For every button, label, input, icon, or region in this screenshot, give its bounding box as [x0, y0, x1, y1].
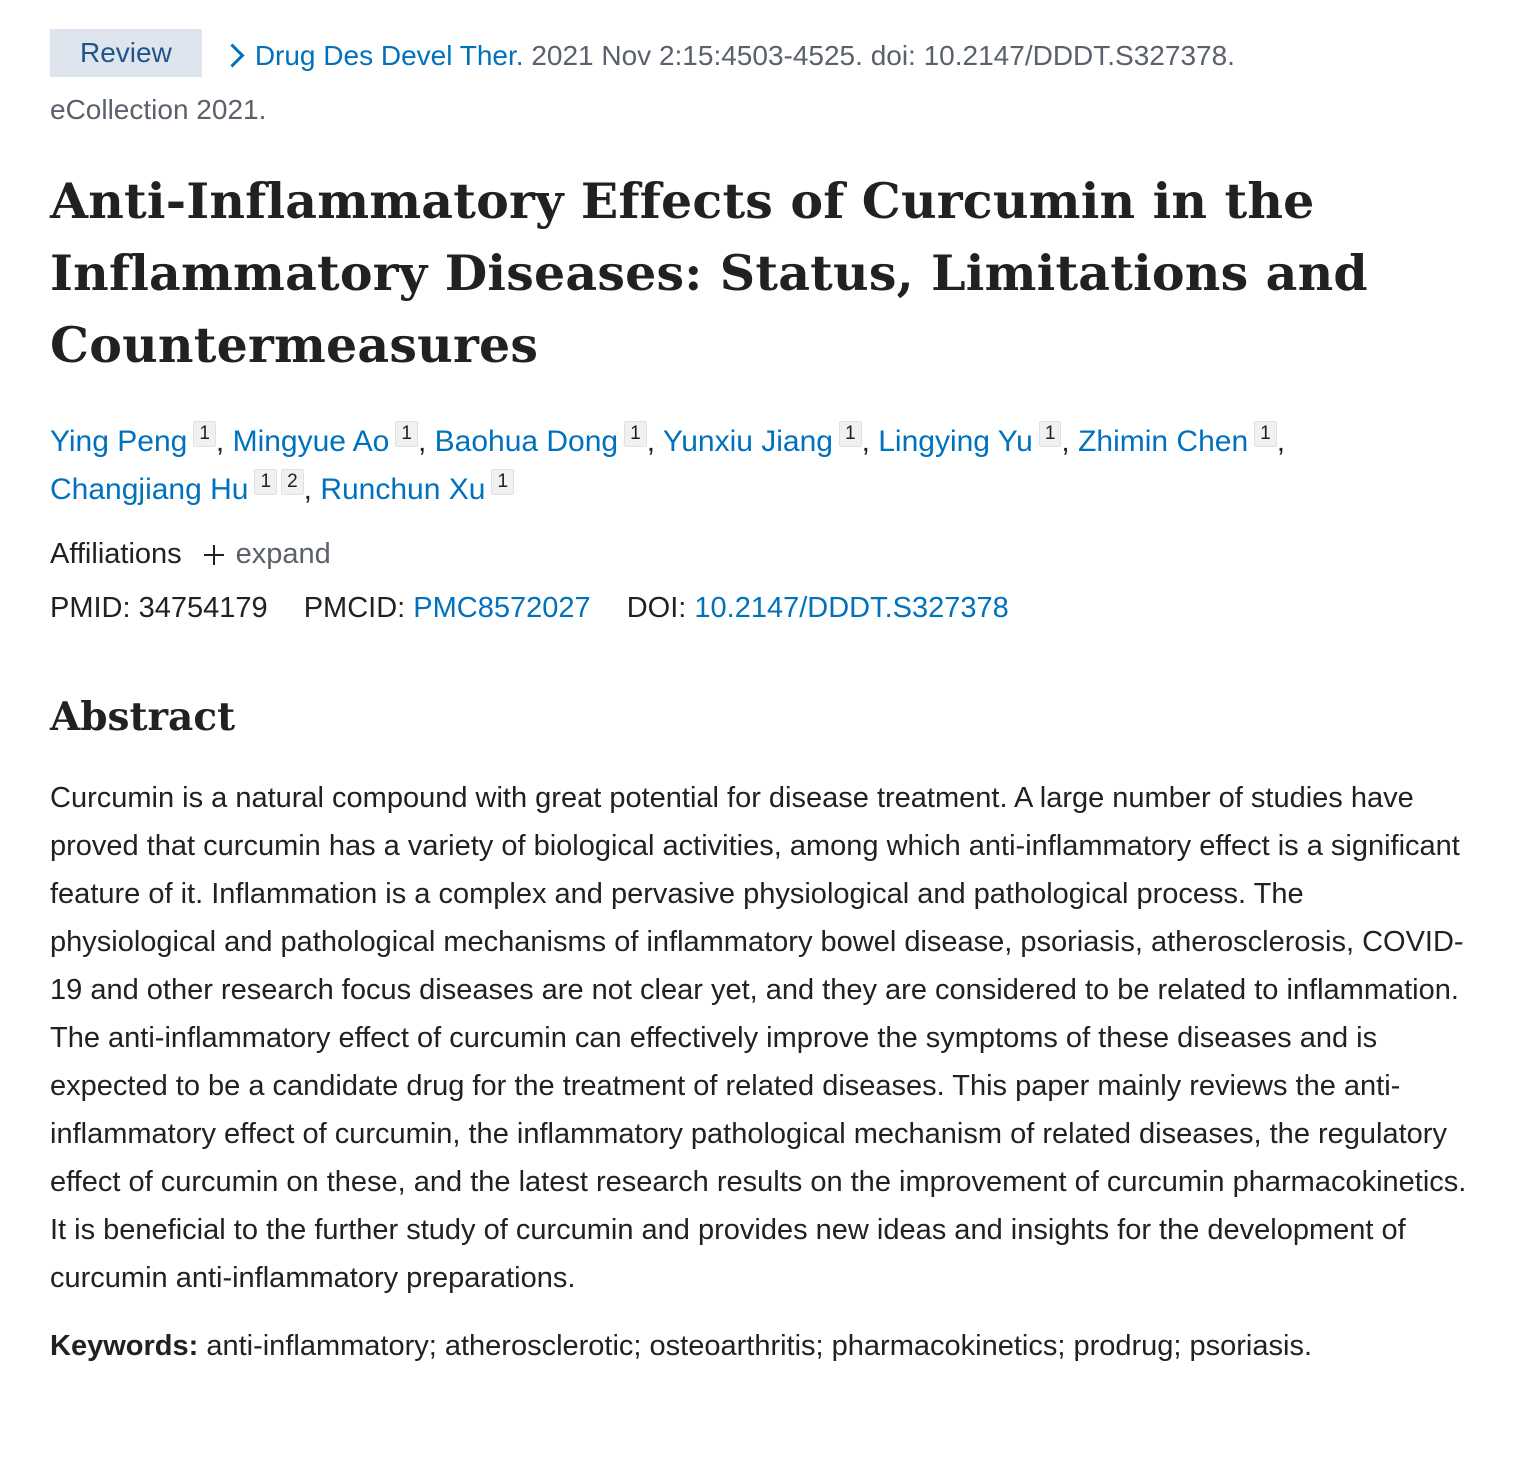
author-link[interactable]: Ying Peng [50, 425, 188, 458]
affiliations-row [50, 534, 1490, 574]
abstract-heading: Abstract [50, 694, 236, 740]
abstract-text: Curcumin is a natural compound with great potential for disease treatment. A large number of studies have proved that curcumin has a variety of biological activities, among which anti-inflammatory effect is a significant feature of it. Inflammation is a complex and pervasive physiological and pathological process. The physiological and pathological mechanisms of inflammatory bowel disease, psoriasis, atherosclerosis, COVID-19 and other research focus diseases are not clear yet, and they are considered to be related to inflammation. The anti-inflammatory effect of curcumin can effectively improve the symptoms of these diseases and is expected to be a candidate drug for the treatment of related diseases. This paper mainly reviews the anti-inflammatory effect of curcumin, the inflammatory pathological mechanism of related diseases, the regulatory effect of curcumin on these, and the latest research results on the improvement of curcumin pharmacokinetics. It is beneficial to the further study of curcumin and provides new ideas and insights for the development of curcumin anti-inflammatory preparations. [50, 782, 1467, 1295]
plus-icon[interactable] [204, 545, 224, 565]
chevron-right-icon [220, 44, 244, 68]
pmcid-link[interactable]: PMC8572027 [413, 592, 591, 624]
doi-link[interactable]: 10.2147/DDDT.S327378 [694, 592, 1009, 624]
author-link[interactable]: Yunxiu Jiang [662, 425, 833, 458]
author-link[interactable]: Mingyue Ao [232, 425, 390, 458]
author-link[interactable]: Runchun Xu [320, 473, 486, 506]
affiliation-ref[interactable]: 1 [1254, 421, 1277, 447]
article-type-badge: Review [50, 29, 202, 77]
author-link[interactable]: Lingying Yu [878, 425, 1033, 458]
article-title: Anti-Inflammatory Effects of Curcumin in the Inflammatory Diseases: Status, Limitations and Countermeasures [50, 172, 1368, 374]
affiliation-ref[interactable]: 1 [491, 469, 514, 495]
author-list: Ying Peng 1 , Mingyue Ao 1 , Baohua Dong 1 , Yunxiu Jiang 1 , Lingying Yu 1 , Zhimin Chen 1 , Changjiang Hu 1 2 , Runchun Xu 1 [50, 423, 1286, 506]
identifiers-row [50, 588, 1490, 628]
pmid-value: 34754179 [138, 592, 268, 624]
affiliation-ref[interactable]: 1 [1039, 421, 1062, 447]
affiliation-ref[interactable]: 1 [624, 421, 647, 447]
keywords-row [50, 1322, 1510, 1370]
doi-label: DOI: [626, 592, 687, 624]
ecollection-text: eCollection 2021. [50, 94, 267, 125]
journal-link[interactable]: Drug Des Devel Ther. [254, 40, 524, 71]
citation-line [50, 29, 1490, 83]
affiliation-ref[interactable]: 2 [281, 469, 304, 495]
author-link[interactable]: Zhimin Chen [1078, 425, 1249, 458]
affiliations-expand-button[interactable]: expand [235, 538, 331, 570]
citation-details: 2021 Nov 2:15:4503-4525. doi: 10.2147/DDDT.S327378. [531, 40, 1235, 71]
author-link[interactable]: Baohua Dong [434, 425, 619, 458]
author-link[interactable]: Changjiang Hu [50, 473, 249, 506]
pmcid-label: PMCID: [303, 592, 406, 624]
keywords-label: Keywords: [50, 1330, 199, 1363]
keywords-text: anti-inflammatory; atherosclerotic; osteoarthritis; pharmacokinetics; prodrug; psoriasis. [206, 1330, 1312, 1363]
affiliation-ref[interactable]: 1 [839, 421, 862, 447]
affiliation-ref[interactable]: 1 [395, 421, 418, 447]
affiliation-ref[interactable]: 1 [193, 421, 216, 447]
affiliations-label: Affiliations [50, 538, 182, 570]
pmid-label: PMID: [50, 592, 131, 624]
affiliation-ref[interactable]: 1 [254, 469, 277, 495]
